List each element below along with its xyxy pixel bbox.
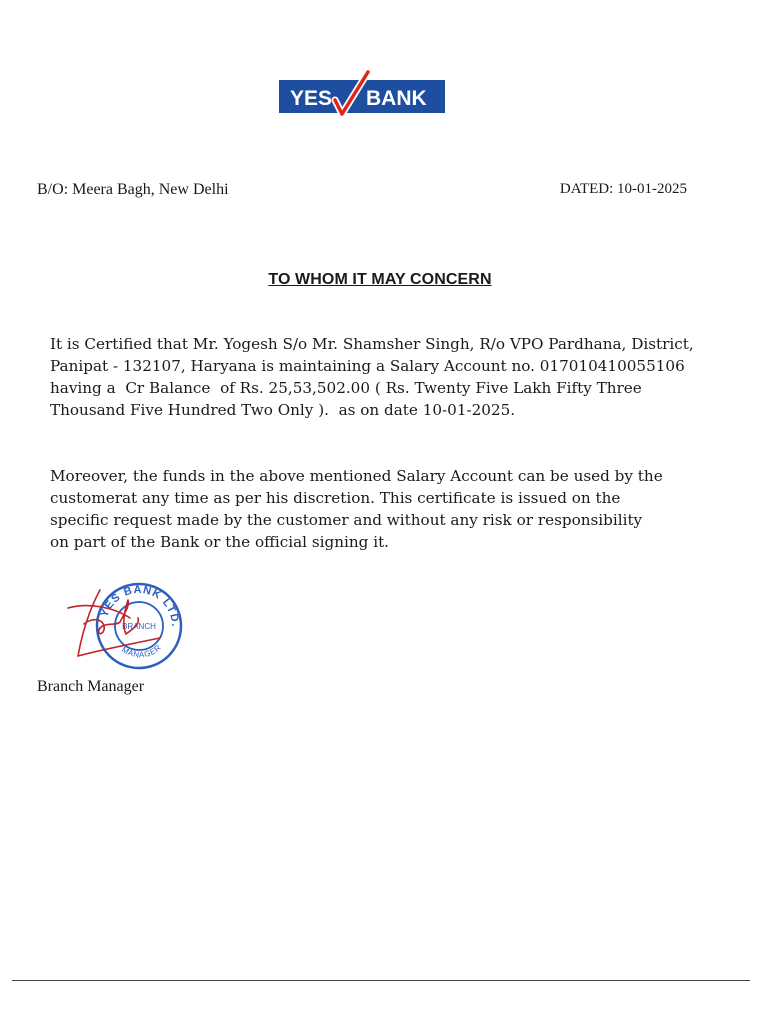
stamp-outer-text: YES BANK LTD. bbox=[98, 583, 182, 628]
paragraph-line: It is Certified that Mr. Yogesh S/o Mr. Shamsher Singh, R/o VPO Pardhana, District, bbox=[50, 335, 694, 353]
paragraph-line: customerat any time as per his discretion. This certificate is issued on the bbox=[50, 489, 621, 507]
paragraph-line: specific request made by the customer and without any risk or responsibility bbox=[50, 511, 643, 529]
manager-signature bbox=[60, 578, 190, 668]
signatory-title: Branch Manager bbox=[37, 678, 145, 695]
disclaimer-paragraph bbox=[50, 465, 740, 553]
footer-divider bbox=[12, 980, 750, 981]
document-title: TO WHOM IT MAY CONCERN bbox=[268, 271, 492, 288]
stamp-inner-text: BRANCH bbox=[122, 622, 156, 631]
certificate-paragraph bbox=[50, 333, 740, 421]
logo-text-right: BANK bbox=[366, 87, 427, 110]
yes-bank-logo-graphic bbox=[279, 70, 445, 126]
header-line bbox=[37, 181, 687, 203]
paragraph-line: on part of the Bank or the official signing it. bbox=[50, 533, 389, 551]
branch-office: B/O: Meera Bagh, New Delhi bbox=[37, 181, 229, 198]
signature-graphic bbox=[60, 578, 190, 668]
paragraph-line: Thousand Five Hundred Two Only ). as on date 10-01-2025. bbox=[50, 401, 516, 419]
date-label: DATED: 10-01-2025 bbox=[559, 181, 687, 197]
logo-text-left: YES bbox=[290, 87, 333, 110]
paragraph-line: having a Cr Balance of Rs. 25,53,502.00 ( Rs. Twenty Five Lakh Fifty Three bbox=[50, 379, 642, 397]
paragraph-line: Moreover, the funds in the above mentioned Salary Account can be used by the bbox=[50, 467, 663, 485]
yes-bank-logo bbox=[279, 70, 445, 126]
paragraph-line: Panipat - 132107, Haryana is maintaining a Salary Account no. 017010410055106 bbox=[50, 357, 685, 375]
stamp-bottom-text: MANAGER bbox=[120, 642, 163, 660]
signature-stroke bbox=[68, 590, 160, 656]
